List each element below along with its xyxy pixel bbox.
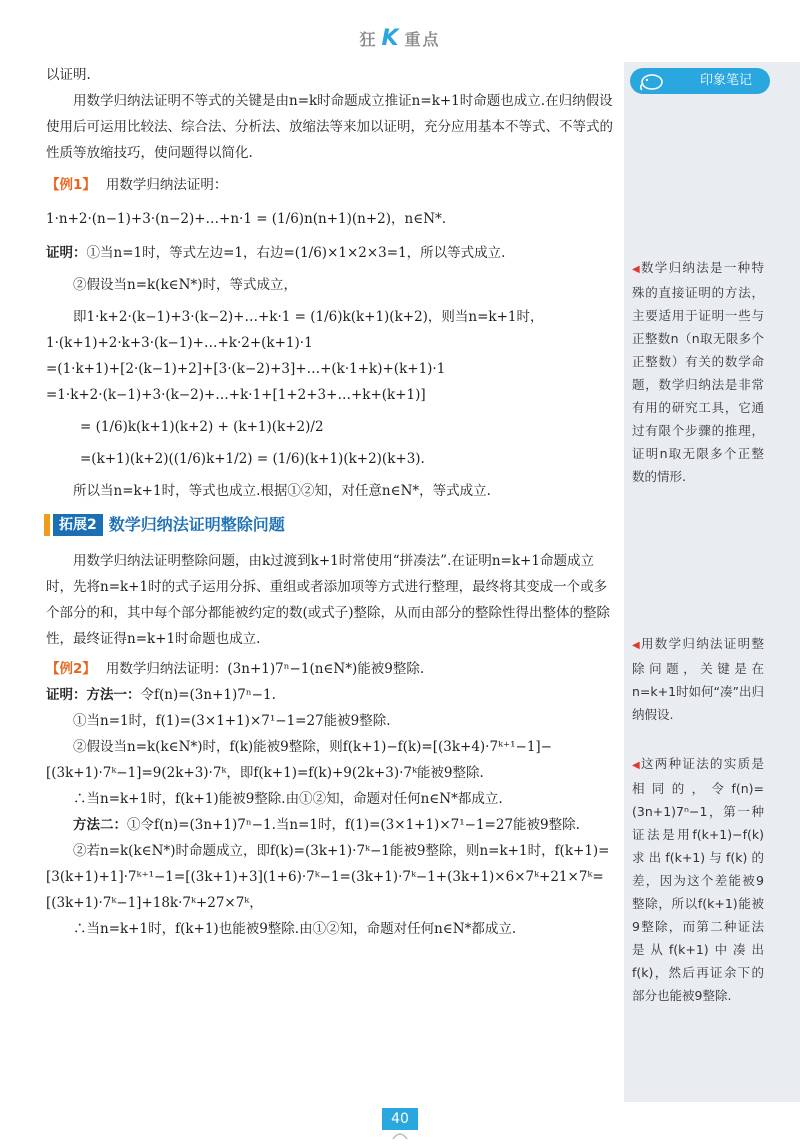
example-1-formula: 1·n+2·(n−1)+3·(n−2)+…+n·1 = (1/6)n(n+1)(n+2)，n∈N*.: [46, 211, 447, 227]
proof-step-2: ②假设当n=k(k∈N*)时，等式成立，: [73, 277, 297, 293]
derivation-line-3: =1·k+2·(k−1)+3·(k−2)+…+k·1+[1+2+3+…+k+(k+1)]: [46, 387, 426, 403]
triangle-marker-icon: ◀: [632, 760, 641, 771]
footer-wave-icon: [392, 1131, 408, 1141]
sidebar-note-1: ◀数学归纳法是一种特殊的直接证明的方法，主要适用于证明一些与正整数n（n取无限多个正整数）有关的数学命题，数学归纳法是非常有用的研究工具，它通过有限个步骤的推理，证明n取无限多个正整数的情形.: [632, 260, 764, 484]
method-2-step-2: ②若n=k(k∈N*)时命题成立，即f(k)=(3k+1)·7ᵏ−1能被9整除，则n=k+1时，f(k+1)=[3(k+1)+1]·7ᵏ⁺¹−1=[(3k+1)+3](1+6)·7ᵏ−1=(3k+1)·7ᵏ−1+(3k+1)×6×7ᵏ+21×7ᵏ=[(3k+1)·7ᵏ−1]+18k·7ᵏ+27×7ᵏ，: [46, 843, 610, 911]
sidebar-note-2: ◀用数学归纳法证明整除问题，关键是在n=k+1时如何“凑”出归纳假设.: [632, 636, 765, 722]
method-1-conclusion: ∴当n=k+1时，f(k+1)能被9整除.由①②知，命题对任何n∈N*都成立.: [73, 791, 503, 807]
page-header: [0, 26, 800, 51]
example-1-prompt: 【例1】 用数学归纳法证明：: [46, 177, 228, 193]
section-tag: 拓展2: [53, 514, 103, 536]
method-2-step-1: 方法二：①令f(n)=(3n+1)7ⁿ−1.当n=1时，f(1)=(3×1+1)×7¹−1=27能被9整除.: [73, 817, 580, 833]
sidebar-title: 印象笔记: [699, 73, 752, 88]
page-number: 40: [382, 1108, 418, 1130]
derivation-line-4: = (1/6)k(k+1)(k+2) + (k+1)(k+2)/2: [80, 419, 324, 435]
triangle-marker-icon: ◀: [632, 640, 641, 651]
derivation-line-2: =(1·k+1)+[2·(k−1)+2]+[3·(k−2)+3]+…+(k·1+k)+(k+1)·1: [46, 361, 446, 377]
triangle-marker-icon: ◀: [632, 264, 641, 275]
proof-step-1: 证明：①当n=1时，等式左边=1，右边=(1/6)×1×2×3=1，所以等式成立.: [46, 245, 506, 261]
proof-conclusion: 所以当n=k+1时，等式也成立.根据①②知，对任意n∈N*，等式成立.: [73, 483, 491, 499]
elephant-icon: [638, 71, 668, 91]
paragraph-divisibility: 用数学归纳法证明整除问题，由k过渡到k+1时常使用“拼凑法”.在证明n=k+1命题成立时，先将n=k+1时的式子运用分拆、重组或者添加项等方式进行整理，最终将其变成一个或多个部分的和，其中每个部分都能被约定的数(或式子)整除，从而由部分的整除性得出整体的整除性，最终证得n=k+1时命题也成立.: [46, 553, 611, 647]
header-right: 重点: [404, 30, 441, 49]
derivation-line-5: =(k+1)(k+2)((1/6)k+1/2) = (1/6)(k+1)(k+2)(k+3).: [80, 451, 425, 467]
section-heading: [44, 512, 620, 538]
derivation-line-1: 1·(k+1)+2·k+3·(k−1)+…+k·2+(k+1)·1: [46, 335, 313, 351]
example-1-tag: 【例1】: [46, 177, 96, 193]
main-content: [46, 62, 620, 942]
sidebar-title-badge: [630, 68, 770, 94]
method-1-step-1: ①当n=1时，f(1)=(3×1+1)×7¹−1=27能被9整除.: [73, 713, 391, 729]
carryover-line: 以证明.: [46, 67, 91, 83]
method-1-definition: 证明：方法一：令f(n)=(3n+1)7ⁿ−1.: [46, 687, 276, 703]
proof-step-3: 即1·k+2·(k−1)+3·(k−2)+…+k·1 = (1/6)k(k+1)(k+2)，则当n=k+1时，: [73, 309, 544, 325]
header-k-logo: K: [381, 26, 401, 51]
section-bar-icon: [44, 514, 50, 536]
section-title: 数学归纳法证明整除问题: [108, 515, 285, 534]
example-2-tag: 【例2】: [46, 661, 96, 677]
method-1-step-2: ②假设当n=k(k∈N*)时，f(k)能被9整除，则f(k+1)−f(k)=[(3k+4)·7ᵏ⁺¹−1]−[(3k+1)·7ᵏ−1]=9(2k+3)·7ᵏ，即f(k+1)=f(k)+9(2k+3)·7ᵏ能被9整除.: [46, 739, 552, 781]
method-2-conclusion: ∴当n=k+1时，f(k+1)也能被9整除.由①②知，命题对任何n∈N*都成立.: [73, 921, 517, 937]
paragraph-inequality: 用数学归纳法证明不等式的关键是由n=k时命题成立推证n=k+1时命题也成立.在归纳假设使用后可运用比较法、综合法、分析法、放缩法等来加以证明，充分应用基本不等式、不等式的性质等放缩技巧，使问题得以简化.: [46, 93, 613, 161]
example-2-prompt: 【例2】 用数学归纳法证明：(3n+1)7ⁿ−1(n∈N*)能被9整除.: [46, 661, 425, 677]
sidebar-note-3: ◀这两种证法的实质是相同的，令f(n)=(3n+1)7ⁿ−1，第一种证法是用f(k+1)−f(k)求出f(k+1)与f(k)的差，因为这个差能被9整除，所以f(k+1)能被9整除，而第二种证法是从f(k+1)中凑出f(k)，然后再证余下的部分也能被9整除.: [632, 756, 764, 1003]
header-left: 狂: [359, 30, 378, 49]
